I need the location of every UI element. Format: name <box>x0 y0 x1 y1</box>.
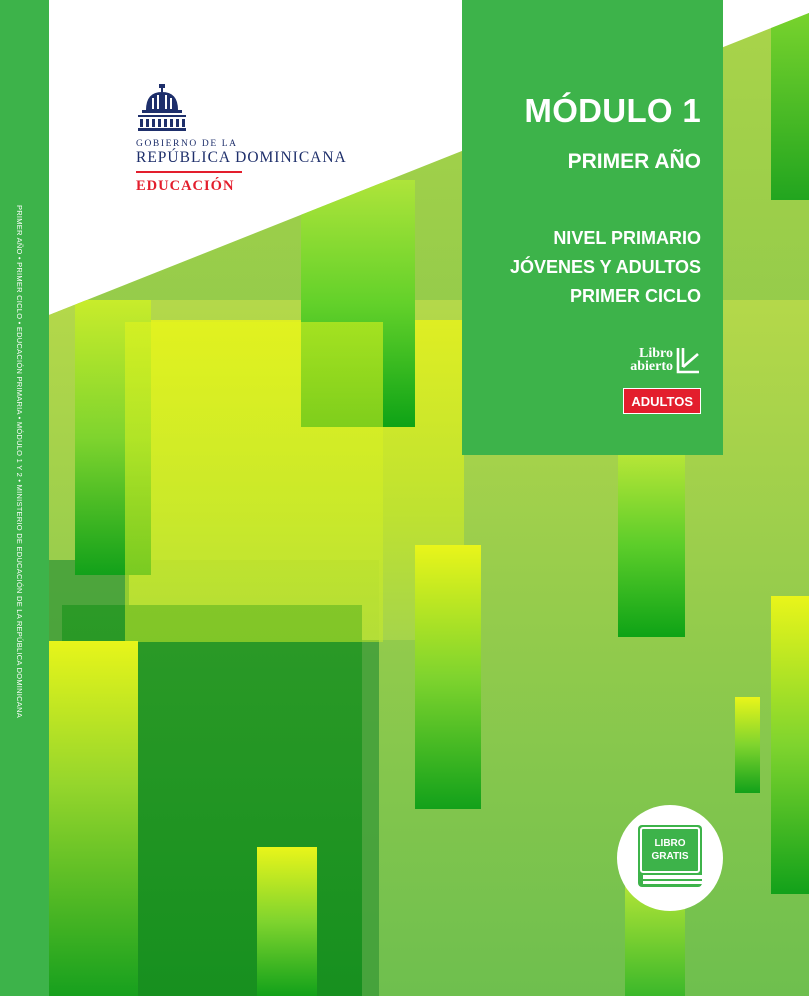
free-book-badge <box>617 805 723 911</box>
gov-line-2: REPÚBLICA DOMINICANA <box>136 149 347 166</box>
gov-divider <box>136 171 242 173</box>
level-lines <box>510 224 701 311</box>
spine-text: PRIMER AÑO • PRIMER CICLO • EDUCACIÓN PRIMARIA • MÓDULO 1 Y 2 • MINISTERIO DE EDUCACIÓN DE LA REPÚBLICA DOMINICANA <box>15 205 24 718</box>
level-line: NIVEL PRIMARIO <box>553 228 701 248</box>
abierto-word: abierto <box>630 359 673 374</box>
free-book-line-2: GRATIS <box>651 851 689 862</box>
open-book-mark-icon <box>675 346 701 374</box>
capitol-dome-icon <box>136 84 188 134</box>
title-box <box>462 0 723 455</box>
bar-9 <box>771 596 809 894</box>
module-title: MÓDULO 1 <box>524 92 701 129</box>
bar-7 <box>618 455 685 637</box>
bar-6 <box>257 847 317 996</box>
bar-3 <box>125 322 383 642</box>
bar-10 <box>735 697 760 793</box>
libro-word: Libro <box>639 346 673 361</box>
gov-line-3: EDUCACIÓN <box>136 178 235 194</box>
bar-4 <box>415 545 481 809</box>
book-spine <box>0 0 49 996</box>
bar-5 <box>49 641 138 996</box>
year-title: PRIMER AÑO <box>567 150 701 173</box>
book-icon <box>617 805 723 911</box>
libro-abierto-logo <box>630 346 701 374</box>
government-logo <box>136 84 347 194</box>
level-line: PRIMER CICLO <box>569 286 701 306</box>
level-line: JÓVENES Y ADULTOS <box>509 257 701 277</box>
libro-abierto-text <box>630 347 673 373</box>
gov-line-1: GOBIERNO DE LA <box>136 139 238 149</box>
bar-8 <box>771 0 809 200</box>
free-book-line-1: LIBRO <box>654 838 686 849</box>
adultos-badge: ADULTOS <box>623 388 701 414</box>
